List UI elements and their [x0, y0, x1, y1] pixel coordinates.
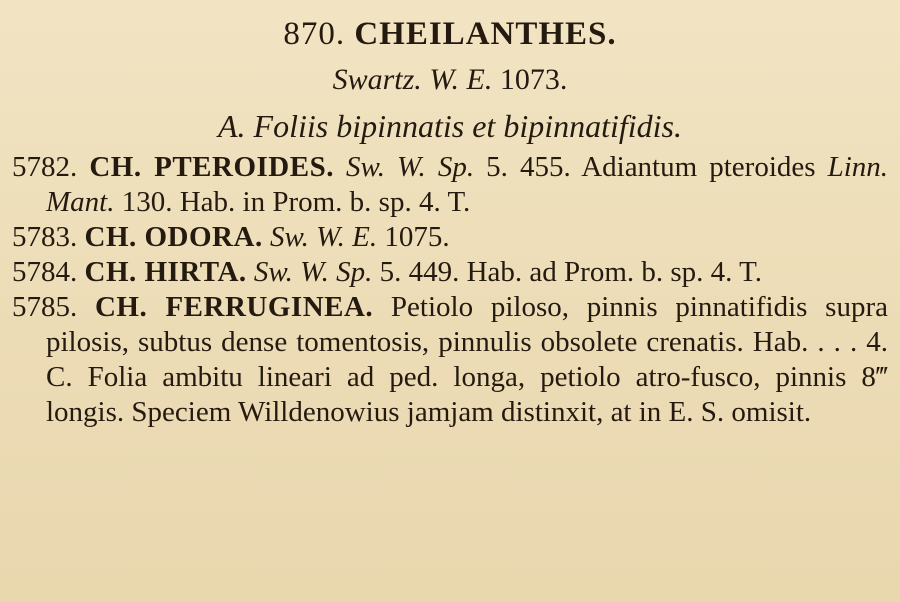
species-entry-5785	[12, 290, 888, 430]
reference: Sw. W. Sp.	[346, 151, 475, 183]
species-name: CH. PTEROIDES.	[89, 151, 334, 183]
reference-page: 5. 455.	[486, 151, 571, 183]
genus-heading	[12, 14, 888, 54]
reference-page: 1075.	[384, 221, 450, 253]
synonym-page: 130.	[121, 186, 173, 218]
authority-page: 1073.	[499, 63, 568, 96]
reference: Sw. W. Sp.	[253, 256, 373, 288]
entry-number: 5782.	[12, 151, 78, 183]
entry-number: 5785.	[12, 291, 78, 323]
species-entry-5784	[12, 255, 888, 290]
species-description: Petiolo piloso, pinnis pinnatifidis supra pilosis, subtus dense tomentosis, pinnulis obsolete crenatis. Hab. . . . 4. C. Folia ambitu lineari ad ped. longa, petiolo atro-fusco, pinnis 8‴ longis. Speciem Willdenowius jamjam distinxit, at in E. S. omisit.	[46, 291, 888, 428]
genus-number: 870.	[283, 16, 346, 52]
species-list	[12, 150, 888, 430]
species-name: CH. ODORA.	[84, 221, 263, 253]
section-heading: A. Foliis bipinnatis et bipinnatifidis.	[217, 108, 682, 144]
habitat: Hab. in Prom. b. sp. 4. T.	[179, 186, 471, 218]
authority-work: W. E.	[429, 63, 493, 96]
entry-number: 5784.	[12, 256, 78, 288]
species-entry-5783	[12, 220, 888, 255]
synonym: Adiantum pteroides	[581, 151, 816, 183]
species-entry-5782	[12, 150, 888, 220]
synonym-reference: Linn. Mant.	[46, 151, 889, 218]
genus-authority	[12, 60, 888, 100]
reference: Sw. W. E.	[269, 221, 378, 253]
species-name: CH. FERRUGINEA.	[94, 291, 374, 323]
genus-name: CHEILANTHES.	[354, 16, 617, 52]
reference-page: 5. 449.	[379, 256, 460, 288]
entry-number: 5783.	[12, 221, 78, 253]
habitat: Hab. ad Prom. b. sp. 4. T.	[466, 256, 762, 288]
authority-author: Swartz.	[332, 63, 422, 96]
species-name: CH. HIRTA.	[84, 256, 247, 288]
